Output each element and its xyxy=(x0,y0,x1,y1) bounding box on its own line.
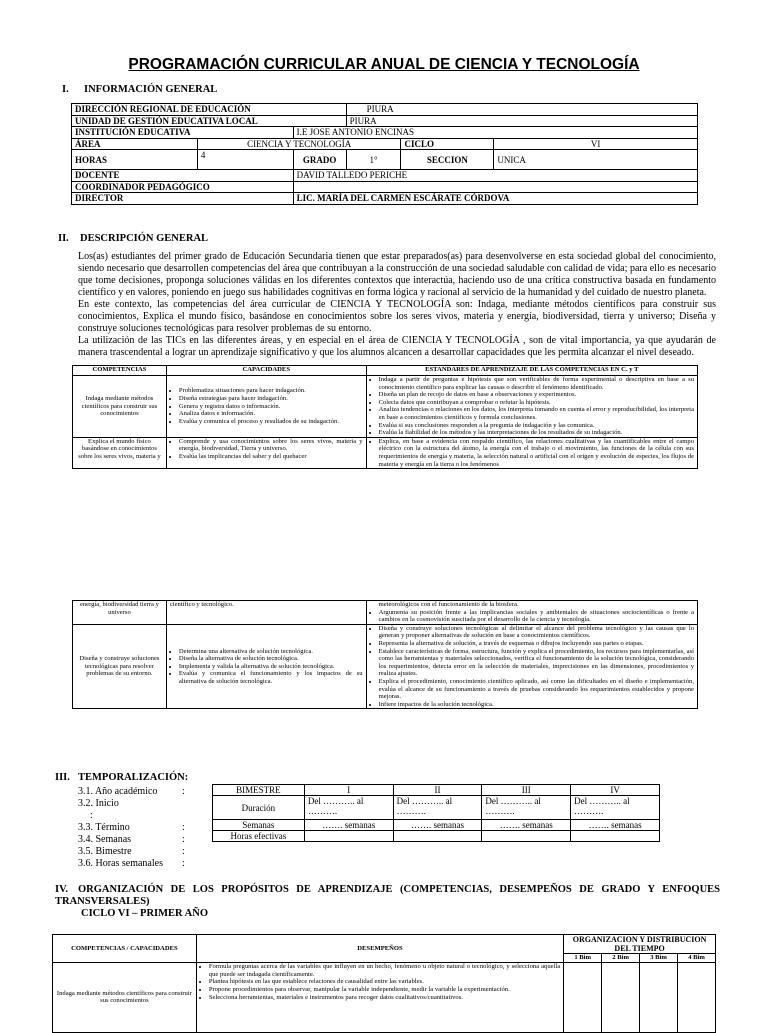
temporalization-table: BIMESTRE I II III IV Duración Del ……….. al ………. Del ……….. al ………. Del ……….. al ………. Del ……….. al ………. Semanas ……. semanas ……. semanas ……. semanas ……. semanas Horas efectivas xyxy=(212,784,660,842)
temporalization-list: 3.1. Año académico : 3.2. Inicio : 3.3. Término : 3.4. Semanas : 3.5. Bimestre : 3.6. Horas semanales : xyxy=(78,786,185,869)
section-4-subtitle: CICLO VI – PRIMER AÑO xyxy=(81,908,208,919)
description-paragraph: Los(as) estudiantes del primer grado de Educación Secundaria tienen que estar preparados(as) para desenvolverse en esta sociedad global del conocimiento, siendo necesario que desarrollen competencias del área que contribuyan a la construcción de una sociedad saludable con calidad de vida; para ello es necesario que tome decisiones, proponga soluciones válidas en los diferentes contextos que interactúa, haciendo uso de una crítica constructiva basada en fundamento científico y en valores, poniendo en juego sus habilidades cognitivas en forma lógica y racional al servicio de la humanidad y del cuidado de nuestro planeta. xyxy=(78,251,716,298)
competencies-table: COMPETENCIAS CAPACIDADES ESTANDARES DE APRENDIZAJE DE LAS COMPETENCIAS EN C. y T Indaga mediante métodos científicos para construir sus conocimientos • Problematiza situaciones para hacer indagación. • Diseña estrategias para hacer indagación. • Genera y registra datos o información. • Analiza datos e información. • Evalúa y comunica el proceso y resultados de su indagación. • Indaga a partir de preguntas e hipótesis que son verificables de forma experimental o descriptiva en base a su conocimiento científico para explicar las causas o describir el fenómeno identificado. • Diseña un plan de recojo de datos en base a observaciones y experimentos. • Colecta datos que contribuyan a comprobar o refutar la hipótesis. • Analiza tendencias o relaciones en los datos, los interpreta tomando en cuenta el error y reproducibilidad, los interpreta en base a conocimientos científicos y formula conclusiones. • Evalúa si sus conclusiones responden a la pregunta de indagación y las comunica. • Evalúa la fiabilidad de los métodos y las interpretaciones de los resultados de su indagación. Explica el mundo físico basándose en conocimientos sobre los seres vivos, materia y • Comprende y usa conocimientos sobre los seres vivos, materia y energía, biodiversidad, Tierra y universo. • Evalúa las implicancias del saber y del quehacer • Explica, en base a evidencia con respaldo científico, las relaciones cualitativas y las cuantificables entre el campo eléctrico con la estructura del átomo, la energía con el trabajo o el movimiento, las funciones de la célula con sus requerimientos de energía y materia, la selección natural o artificial con el origen y evolución de especies, los flujos de materia y energía en la tierra o los fenómenos xyxy=(72,365,698,469)
page-title: PROGRAMACIÓN CURRICULAR ANUAL DE CIENCIA Y TECNOLOGÍA xyxy=(128,56,640,73)
table-row: Diseña y construye soluciones tecnológicas para resolver problemas de su entorno. • Determina una alternativa de solución tecnológica. • Diseña la alternativa de solución tecnológica. • Implementa y valida la alternativa de solución tecnológica. • Evalúa y comunica el funcionamiento y los impactos de su alternativa de solución tecnológica. • Diseña y construye soluciones tecnológicas al delimitar el alcance del problema tecnológico y las causas que lo generan y proponer alternativas de solución en base a conocimientos científicos. • Representa la alternativa de solución, a través de esquemas o dibujos incluyendo sus partes o etapas. • Establece características de forma, estructura, función y explica el procedimiento, los recursos para implementarlas, así como las herramientas y materiales seleccionados, verifica el funcionamiento de la solución tecnológica, considerando los requerimientos, detecta error en la selección de materiales, imprecisiones en las dimensiones, procedimientos y realiza ajustes. • Explica el procedimiento, conocimiento científico aplicado, así como las dificultades en el diseño e implementación, evalúa el alcance de su funcionamiento a través de pruebas considerando los requerimientos establecidos y propone mejoras. • Infiere impactos de la solución tecnológica. xyxy=(73,624,698,709)
general-info-table: DIRECCIÓN REGIONAL DE EDUCACIÓN PIURA UNIDAD DE GESTIÓN EDUCATIVA LOCAL PIURA INSTITUCIÓN EDUCATIVA I.E JOSE ANTONIO ENCINAS ÁREA CIENCIA Y TECNOLOGÍA CICLO VI HORAS 4 GRADO 1° SECCION UNICA DOCENTE DAVID TALLEDO PERICHE COORDINADOR PEDAGÓGICO DIRECTOR LIC. MARÍA DEL CARMEN ESCÁRATE CÓRDOVA xyxy=(71,103,698,205)
table-row: Explica el mundo físico basándose en conocimientos sobre los seres vivos, materia y • Comprende y usa conocimientos sobre los seres vivos, materia y energía, biodiversidad, Tierra y universo. • Evalúa las implicancias del saber y del quehacer • Explica, en base a evidencia con respaldo científico, las relaciones cualitativas y las cuantificables entre el campo eléctrico con la estructura del átomo, la energía con el trabajo o el movimiento, las funciones de la célula con sus requerimientos de energía y materia, la selección natural o artificial con el origen y evolución de especies, los flujos de materia y energía en la tierra o los fenómenos xyxy=(73,437,698,468)
table-row: Indaga mediante métodos científicos para construir sus conocimientos • Problematiza situaciones para hacer indagación. • Diseña estrategias para hacer indagación. • Genera y registra datos o información. • Analiza datos e información. • Evalúa y comunica el proceso y resultados de su indagación. • Indaga a partir de preguntas e hipótesis que son verificables de forma experimental o descriptiva en base a su conocimiento científico para explicar las causas o describir el fenómeno identificado. • Diseña un plan de recojo de datos en base a observaciones y experimentos. • Colecta datos que contribuyan a comprobar o refutar la hipótesis. • Analiza tendencias o relaciones en los datos, los interpreta tomando en cuenta el error y reproducibilidad, los interpreta en base a conocimientos científicos y formula conclusiones. • Evalúa si sus conclusiones responden a la pregunta de indagación y las comunica. • Evalúa la fiabilidad de los métodos y las interpretaciones de los resultados de su indagación. xyxy=(73,376,698,438)
description-paragraph: La utilización de las TICs en las diferentes áreas, y en especial en el área de CIENCIA Y TECNOLOGÍA , son de vital importancia, ya que ayudarán de manera trascendental a lograr un aprendizaje significativo y que los alumnos alcancen a desarrollar capacidades que les permita alcanzar el nivel deseado. xyxy=(78,335,716,358)
section-3-heading: III. TEMPORALIZACIÓN: xyxy=(55,772,189,783)
section-4-heading: IV. ORGANIZACIÓN DE LOS PROPÓSITOS DE APRENDIZAJE (COMPETENCIAS, DESEMPEÑOS DE GRADO Y ENFOQUES TRANSVERSALES) CICLO VI – PRIMER AÑO xyxy=(55,884,720,919)
description-paragraph: En este contexto, las competencias del área curricular de CIENCIA Y TECNOLOGÍA son: Indaga, mediante métodos científicos para construir sus conocimientos, Explica el mundo físico, basándose en conocimientos sobre los seres vivos, materia y energía, biodiversidad, tierra y universo; Diseña y construye soluciones tecnológicas para resolver problemas de su entorno. xyxy=(78,299,716,334)
general-description xyxy=(78,251,716,359)
section-1-heading: I. INFORMACIÓN GENERAL xyxy=(62,84,218,95)
table-row: energía, biodiversidad tierra y universo científico y tecnológico. meteorológicos con el funcionamiento de la biosfera. • Argumenta su posición frente a las implicancias sociales y ambientales de situaciones sociocientíficas o frente a cambios en la cosmovisión suscitada por el desarrollo de la ciencia y tecnología. xyxy=(73,601,698,625)
competencies-table-continued xyxy=(72,600,698,709)
learning-purposes-table: COMPETENCIAS / CAPACIDADES DESEMPEÑOS ORGANIZACION Y DISTRIBUCION DEL TIEMPO 1 Bim 2 Bim 3 Bim 4 Bim Indaga mediante métodos científicos para construir sus conocimientos • Formula preguntas acerca de las variables que influyen en un hecho, fenómeno u objeto natural o tecnológico, y selecciona aquella que puede ser indagada científicamente. • Plantea hipótesis en las que establece relaciones de causalidad entre las variables. • Propone procedimientos para observar, manipular la variable independiente, medir la variable la experimentación. • Selecciona herramientas, materiales e instrumentos para recoger datos cualitativos/cuantitativos. xyxy=(52,934,716,1033)
section-2-heading: II. DESCRIPCIÓN GENERAL xyxy=(58,233,209,244)
table-row: Indaga mediante métodos científicos para construir sus conocimientos • Formula preguntas acerca de las variables que influyen en un hecho, fenómeno u objeto natural o tecnológico, y selecciona aquella que puede ser indagada científicamente. • Plantea hipótesis en las que establece relaciones de causalidad entre las variables. • Propone procedimientos para observar, manipular la variable independiente, medir la variable la experimentación. • Selecciona herramientas, materiales e instrumentos para recoger datos cualitativos/cuantitativos. xyxy=(53,962,716,1032)
